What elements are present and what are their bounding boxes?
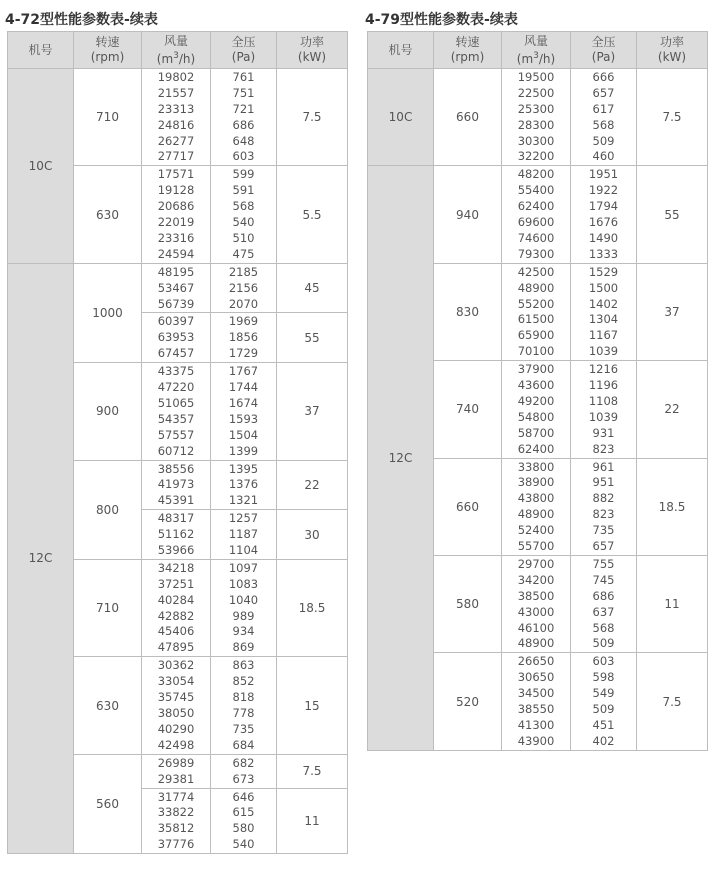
pressure-cell-value: 1097 bbox=[228, 560, 259, 575]
pressure-cell bbox=[571, 361, 637, 458]
pressure-cell bbox=[571, 458, 637, 555]
flow-cell-value: 34500 bbox=[517, 686, 555, 701]
pressure-cell-value: 568 bbox=[592, 620, 615, 635]
pressure-cell-value: 673 bbox=[232, 771, 255, 786]
flow-cell bbox=[142, 69, 211, 166]
header-flow: 风量 $(m^3/h)$ bbox=[502, 32, 571, 69]
speed-cell: 710 bbox=[74, 559, 142, 656]
flow-cell-value: 26277 bbox=[157, 133, 195, 148]
speed-cell: 940 bbox=[434, 166, 502, 263]
pressure-cell-value: 1500 bbox=[588, 280, 619, 295]
flow-cell-value: 38050 bbox=[157, 705, 195, 720]
pressure-cell-value: 1257 bbox=[228, 511, 259, 526]
speed-cell: 710 bbox=[74, 69, 142, 166]
pressure-cell-value: 1744 bbox=[228, 380, 259, 395]
flow-cell-value: 51162 bbox=[157, 527, 195, 542]
pressure-cell-value: 1529 bbox=[588, 264, 619, 279]
speed-cell: 800 bbox=[74, 460, 142, 559]
flow-cell-value: 48317 bbox=[157, 511, 195, 526]
table-body bbox=[8, 69, 348, 854]
pressure-cell-value: 735 bbox=[592, 523, 615, 538]
flow-cell bbox=[502, 166, 571, 263]
flow-cell-value: 43600 bbox=[517, 378, 555, 393]
pressure-cell-value: 1729 bbox=[228, 346, 259, 361]
flow-cell-value: 43900 bbox=[517, 733, 555, 748]
flow-cell-value: 43000 bbox=[517, 604, 555, 619]
pressure-cell-value: 540 bbox=[232, 215, 255, 230]
flow-cell bbox=[142, 313, 211, 363]
pressure-cell-value: 666 bbox=[592, 70, 615, 84]
pressure-cell-value: 617 bbox=[592, 101, 615, 116]
pressure-cell-value: 591 bbox=[232, 183, 255, 198]
flow-cell-value: 37251 bbox=[157, 576, 195, 591]
pressure-cell-value: 778 bbox=[232, 705, 255, 720]
pressure-cell-value: 648 bbox=[232, 133, 255, 148]
speed-cell: 1000 bbox=[74, 263, 142, 362]
pressure-cell-value: 1216 bbox=[588, 362, 619, 377]
power-cell: 7.5 bbox=[277, 69, 348, 166]
power-cell: 15 bbox=[277, 657, 348, 754]
pressure-cell-value: 1969 bbox=[228, 314, 259, 329]
flow-cell bbox=[142, 788, 211, 854]
pressure-cell-value: 755 bbox=[592, 556, 615, 571]
flow-cell-value: 22500 bbox=[517, 85, 555, 100]
flow-cell-value: 60712 bbox=[157, 443, 195, 458]
flow-cell-value: 38550 bbox=[517, 702, 555, 717]
power-cell: 7.5 bbox=[277, 754, 348, 788]
pressure-cell-value: 863 bbox=[232, 658, 255, 673]
flow-cell-value: 35812 bbox=[157, 821, 195, 836]
flow-cell-value: 65900 bbox=[517, 328, 555, 343]
flow-cell bbox=[142, 510, 211, 560]
pressure-cell-value: 1187 bbox=[228, 527, 259, 542]
flow-cell bbox=[142, 559, 211, 656]
power-cell: 18.5 bbox=[277, 559, 348, 656]
speed-cell: 520 bbox=[434, 653, 502, 750]
flow-cell-value: 61500 bbox=[517, 312, 555, 327]
flow-cell-value: 23316 bbox=[157, 230, 195, 245]
flow-cell-value: 38500 bbox=[517, 588, 555, 603]
flow-cell-value: 34200 bbox=[517, 572, 555, 587]
pressure-cell bbox=[571, 263, 637, 360]
pressure-cell-value: 540 bbox=[232, 837, 255, 852]
pressure-cell-value: 451 bbox=[592, 717, 615, 732]
model-cell: 10C bbox=[8, 69, 74, 264]
flow-cell-value: 70100 bbox=[517, 344, 555, 359]
pressure-cell bbox=[571, 653, 637, 750]
pressure-cell-value: 1304 bbox=[588, 312, 619, 327]
performance-table-4-72 bbox=[7, 31, 348, 854]
power-cell: 30 bbox=[277, 510, 348, 560]
pressure-cell bbox=[211, 460, 277, 510]
flow-cell-value: 48195 bbox=[157, 264, 195, 279]
flow-cell-value: 25300 bbox=[517, 101, 555, 116]
header-speed: 转速 (rpm) bbox=[434, 32, 502, 69]
pressure-cell-value: 2156 bbox=[228, 280, 259, 295]
power-cell: 7.5 bbox=[637, 653, 708, 750]
flow-cell-value: 45391 bbox=[157, 493, 195, 508]
pressure-cell-value: 1951 bbox=[588, 167, 619, 182]
pressure-cell bbox=[211, 788, 277, 854]
pressure-cell-value: 1402 bbox=[588, 296, 619, 311]
header-pressure: 全压 (Pa) bbox=[211, 32, 277, 69]
flow-cell-value: 47895 bbox=[157, 640, 195, 655]
table-4-72-panel bbox=[7, 9, 347, 854]
pressure-cell-value: 951 bbox=[592, 475, 615, 490]
pressure-cell-value: 2185 bbox=[228, 264, 259, 279]
pressure-cell-value: 961 bbox=[592, 459, 615, 474]
pressure-cell bbox=[571, 166, 637, 263]
flow-cell-value: 27717 bbox=[157, 149, 195, 164]
table-title: 4-79型性能参数表-续表 bbox=[365, 12, 518, 28]
pressure-cell-value: 1376 bbox=[228, 477, 259, 492]
flow-cell-value: 48900 bbox=[517, 507, 555, 522]
pressure-cell-value: 852 bbox=[232, 674, 255, 689]
flow-cell-value: 51065 bbox=[157, 395, 195, 410]
flow-cell-value: 74600 bbox=[517, 230, 555, 245]
flow-cell-value: 33054 bbox=[157, 674, 195, 689]
power-cell: 22 bbox=[277, 460, 348, 510]
flow-cell bbox=[502, 555, 571, 652]
flow-cell-value: 30300 bbox=[517, 133, 555, 148]
flow-cell-value: 58700 bbox=[517, 425, 555, 440]
pressure-cell-value: 1490 bbox=[588, 230, 619, 245]
pressure-cell-value: 657 bbox=[592, 85, 615, 100]
pressure-cell-value: 568 bbox=[232, 199, 255, 214]
table-row bbox=[368, 166, 708, 263]
flow-cell-value: 32200 bbox=[517, 149, 555, 164]
flow-cell-value: 62400 bbox=[517, 199, 555, 214]
flow-cell bbox=[142, 460, 211, 510]
pressure-cell-value: 684 bbox=[232, 737, 255, 752]
table-row bbox=[368, 69, 708, 166]
table-4-79-panel bbox=[367, 9, 707, 751]
flow-cell-value: 29381 bbox=[157, 771, 195, 786]
flow-cell-value: 55700 bbox=[517, 539, 555, 554]
pressure-cell bbox=[211, 510, 277, 560]
flow-cell-value: 55400 bbox=[517, 183, 555, 198]
flow-cell-value: 21557 bbox=[157, 85, 195, 100]
power-cell: 55 bbox=[277, 313, 348, 363]
pressure-cell-value: 1321 bbox=[228, 493, 259, 508]
flow-cell-value: 46100 bbox=[517, 620, 555, 635]
pressure-cell-value: 1167 bbox=[588, 328, 619, 343]
pressure-cell-value: 510 bbox=[232, 230, 255, 245]
flow-cell-value: 17571 bbox=[157, 167, 195, 182]
flow-cell-value: 42882 bbox=[157, 608, 195, 623]
flow-cell bbox=[142, 166, 211, 263]
pressure-cell-value: 1399 bbox=[228, 443, 259, 458]
power-cell: 11 bbox=[637, 555, 708, 652]
flow-cell-value: 45406 bbox=[157, 624, 195, 639]
speed-cell: 630 bbox=[74, 166, 142, 263]
power-cell: 22 bbox=[637, 361, 708, 458]
pressure-cell-value: 989 bbox=[232, 608, 255, 623]
model-cell: 12C bbox=[8, 263, 74, 853]
header-model: 机号 bbox=[8, 32, 74, 69]
pressure-cell-value: 869 bbox=[232, 640, 255, 655]
pressure-cell-value: 615 bbox=[232, 805, 255, 820]
flow-cell-value: 19500 bbox=[517, 70, 555, 84]
power-cell: 11 bbox=[277, 788, 348, 854]
flow-cell-value: 49200 bbox=[517, 393, 555, 408]
flow-cell-value: 37900 bbox=[517, 362, 555, 377]
flow-cell-value: 53467 bbox=[157, 280, 195, 295]
header-pressure: 全压 (Pa) bbox=[571, 32, 637, 69]
pressure-cell-value: 402 bbox=[592, 733, 615, 748]
pressure-cell-value: 761 bbox=[232, 70, 255, 84]
model-cell: 12C bbox=[368, 166, 434, 750]
pressure-cell-value: 1040 bbox=[228, 592, 259, 607]
pressure-cell-value: 460 bbox=[592, 149, 615, 164]
flow-cell-value: 69600 bbox=[517, 215, 555, 230]
header-model: 机号 bbox=[368, 32, 434, 69]
flow-cell bbox=[502, 69, 571, 166]
speed-cell: 560 bbox=[74, 754, 142, 853]
pressure-cell-value: 745 bbox=[592, 572, 615, 587]
flow-cell bbox=[142, 754, 211, 788]
flow-cell-value: 23313 bbox=[157, 101, 195, 116]
flow-cell-value: 24816 bbox=[157, 117, 195, 132]
flow-cell-value: 30650 bbox=[517, 670, 555, 685]
flow-cell-value: 79300 bbox=[517, 246, 555, 261]
flow-cell bbox=[142, 657, 211, 754]
flow-cell-value: 24594 bbox=[157, 246, 195, 261]
speed-cell: 830 bbox=[434, 263, 502, 360]
flow-cell bbox=[502, 458, 571, 555]
header-speed: 转速 (rpm) bbox=[74, 32, 142, 69]
pressure-cell-value: 637 bbox=[592, 604, 615, 619]
pressure-cell bbox=[211, 263, 277, 313]
flow-cell-value: 28300 bbox=[517, 117, 555, 132]
pressure-cell-value: 823 bbox=[592, 507, 615, 522]
flow-cell-value: 48900 bbox=[517, 636, 555, 651]
pressure-cell-value: 1794 bbox=[588, 199, 619, 214]
flow-cell-value: 26989 bbox=[157, 755, 195, 770]
pressure-cell bbox=[211, 363, 277, 460]
pressure-cell-value: 1039 bbox=[588, 409, 619, 424]
pressure-cell bbox=[211, 69, 277, 166]
flow-cell-value: 19802 bbox=[157, 70, 195, 84]
pressure-cell-value: 1593 bbox=[228, 411, 259, 426]
pressure-cell-value: 931 bbox=[592, 425, 615, 440]
flow-cell-value: 52400 bbox=[517, 523, 555, 538]
pressure-cell-value: 568 bbox=[592, 117, 615, 132]
pressure-cell-value: 509 bbox=[592, 636, 615, 651]
power-cell: 5.5 bbox=[277, 166, 348, 263]
pressure-cell-value: 1333 bbox=[588, 246, 619, 261]
pressure-cell-value: 1922 bbox=[588, 183, 619, 198]
flow-cell-value: 47220 bbox=[157, 380, 195, 395]
pressure-cell-value: 1039 bbox=[588, 344, 619, 359]
pressure-cell bbox=[211, 559, 277, 656]
pressure-cell-value: 603 bbox=[232, 149, 255, 164]
pressure-cell-value: 580 bbox=[232, 821, 255, 836]
speed-cell: 580 bbox=[434, 555, 502, 652]
power-cell: 7.5 bbox=[637, 69, 708, 166]
flow-cell-value: 67457 bbox=[157, 346, 195, 361]
flow-cell-value: 43375 bbox=[157, 364, 195, 379]
flow-cell-value: 40290 bbox=[157, 721, 195, 736]
flow-cell-value: 60397 bbox=[157, 314, 195, 329]
flow-cell bbox=[502, 263, 571, 360]
flow-cell-value: 63953 bbox=[157, 330, 195, 345]
power-cell: 55 bbox=[637, 166, 708, 263]
pressure-cell-value: 1674 bbox=[228, 395, 259, 410]
header-power: 功率 (kW) bbox=[277, 32, 348, 69]
pressure-cell-value: 599 bbox=[232, 167, 255, 182]
pressure-cell bbox=[211, 313, 277, 363]
speed-cell: 900 bbox=[74, 363, 142, 460]
pressure-cell-value: 934 bbox=[232, 624, 255, 639]
flow-cell-value: 34218 bbox=[157, 560, 195, 575]
flow-cell bbox=[142, 263, 211, 313]
pressure-cell bbox=[571, 69, 637, 166]
flow-cell-value: 48900 bbox=[517, 280, 555, 295]
flow-cell-value: 56739 bbox=[157, 296, 195, 311]
pressure-cell-value: 1104 bbox=[228, 543, 259, 558]
flow-cell-value: 19128 bbox=[157, 183, 195, 198]
pressure-cell-value: 1676 bbox=[588, 215, 619, 230]
pressure-cell-value: 721 bbox=[232, 101, 255, 116]
flow-cell-value: 37776 bbox=[157, 837, 195, 852]
flow-cell bbox=[142, 363, 211, 460]
header-row bbox=[8, 32, 348, 69]
table-row bbox=[8, 263, 348, 313]
pressure-cell-value: 735 bbox=[232, 721, 255, 736]
flow-cell-value: 20686 bbox=[157, 199, 195, 214]
flow-cell-value: 26650 bbox=[517, 654, 555, 669]
table-body bbox=[368, 69, 708, 751]
speed-cell: 630 bbox=[74, 657, 142, 754]
pressure-cell-value: 1767 bbox=[228, 364, 259, 379]
performance-table-4-79 bbox=[367, 31, 708, 751]
pressure-cell-value: 1504 bbox=[228, 427, 259, 442]
pressure-cell-value: 1108 bbox=[588, 393, 619, 408]
flow-cell-value: 54800 bbox=[517, 409, 555, 424]
flow-cell-value: 31774 bbox=[157, 789, 195, 804]
flow-cell-value: 38556 bbox=[157, 461, 195, 476]
flow-cell-value: 22019 bbox=[157, 215, 195, 230]
pressure-cell-value: 657 bbox=[592, 539, 615, 554]
pressure-cell-value: 549 bbox=[592, 686, 615, 701]
model-cell: 10C bbox=[368, 69, 434, 166]
flow-cell-value: 40284 bbox=[157, 592, 195, 607]
speed-cell: 660 bbox=[434, 69, 502, 166]
flow-cell-value: 33800 bbox=[517, 459, 555, 474]
pressure-cell-value: 646 bbox=[232, 789, 255, 804]
pressure-cell-value: 1083 bbox=[228, 576, 259, 591]
flow-cell-value: 30362 bbox=[157, 658, 195, 673]
flow-cell-value: 35745 bbox=[157, 690, 195, 705]
pressure-cell-value: 682 bbox=[232, 755, 255, 770]
table-title: 4-72型性能参数表-续表 bbox=[5, 12, 158, 28]
pressure-cell-value: 509 bbox=[592, 702, 615, 717]
power-cell: 18.5 bbox=[637, 458, 708, 555]
flow-cell-value: 54357 bbox=[157, 411, 195, 426]
pressure-cell-value: 686 bbox=[232, 117, 255, 132]
pressure-cell-value: 475 bbox=[232, 246, 255, 261]
pressure-cell-value: 2070 bbox=[228, 296, 259, 311]
power-cell: 45 bbox=[277, 263, 348, 313]
flow-cell-value: 29700 bbox=[517, 556, 555, 571]
power-cell: 37 bbox=[277, 363, 348, 460]
flow-cell-value: 41300 bbox=[517, 717, 555, 732]
pressure-cell bbox=[211, 754, 277, 788]
pressure-cell bbox=[211, 166, 277, 263]
pressure-cell bbox=[571, 555, 637, 652]
header-flow: 风量 $(m^3/h)$ bbox=[142, 32, 211, 69]
header-row bbox=[368, 32, 708, 69]
pressure-cell-value: 882 bbox=[592, 491, 615, 506]
pressure-cell bbox=[211, 657, 277, 754]
power-cell: 37 bbox=[637, 263, 708, 360]
flow-cell bbox=[502, 361, 571, 458]
pressure-cell-value: 751 bbox=[232, 85, 255, 100]
flow-cell-value: 62400 bbox=[517, 441, 555, 456]
header-power: 功率 (kW) bbox=[637, 32, 708, 69]
flow-cell-value: 42500 bbox=[517, 264, 555, 279]
flow-cell-value: 38900 bbox=[517, 475, 555, 490]
pressure-cell-value: 603 bbox=[592, 654, 615, 669]
flow-cell-value: 53966 bbox=[157, 543, 195, 558]
pressure-cell-value: 1395 bbox=[228, 461, 259, 476]
pressure-cell-value: 818 bbox=[232, 690, 255, 705]
pressure-cell-value: 509 bbox=[592, 133, 615, 148]
flow-cell-value: 41973 bbox=[157, 477, 195, 492]
flow-cell-value: 55200 bbox=[517, 296, 555, 311]
flow-cell-value: 57557 bbox=[157, 427, 195, 442]
speed-cell: 740 bbox=[434, 361, 502, 458]
pressure-cell-value: 1196 bbox=[588, 378, 619, 393]
speed-cell: 660 bbox=[434, 458, 502, 555]
flow-cell-value: 42498 bbox=[157, 737, 195, 752]
flow-cell-value: 33822 bbox=[157, 805, 195, 820]
pressure-cell-value: 823 bbox=[592, 441, 615, 456]
flow-cell bbox=[502, 653, 571, 750]
pressure-cell-value: 1856 bbox=[228, 330, 259, 345]
pressure-cell-value: 686 bbox=[592, 588, 615, 603]
flow-cell-value: 48200 bbox=[517, 167, 555, 182]
table-row bbox=[8, 69, 348, 166]
flow-cell-value: 43800 bbox=[517, 491, 555, 506]
pressure-cell-value: 598 bbox=[592, 670, 615, 685]
